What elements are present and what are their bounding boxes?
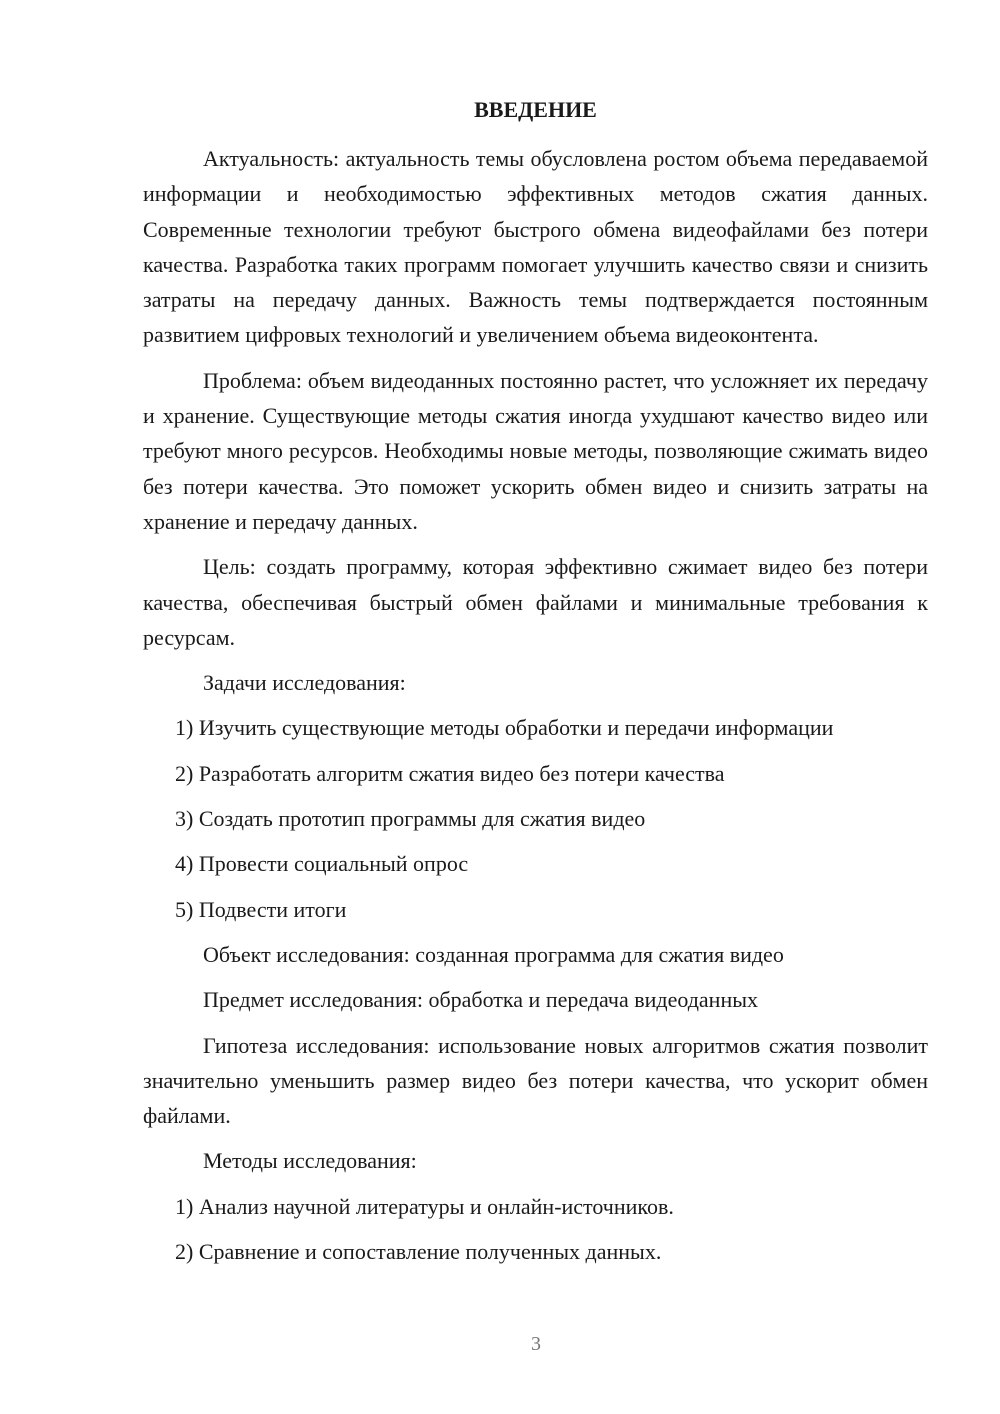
problem-paragraph: Проблема: объем видеоданных постоянно растет, что усложняет их передачу и хранение. Существующие методы сжатия иногда ухудшают качество видео или требуют много ресурсов. Необходимы новые методы, позволяющие сжимать видео без потери качества. Это поможет ускорить обмен видео и снизить затраты на хранение и передачу данных. (143, 367, 928, 534)
methods-heading: Методы исследования: (203, 1148, 417, 1174)
method-item: 2) Сравнение и сопоставление полученных данных. (175, 1239, 662, 1265)
document-page (143, 92, 928, 1279)
section-title: ВВЕДЕНИЕ (474, 97, 597, 122)
task-item: 3) Создать прототип программы для сжатия видео (175, 806, 646, 832)
task-item: 4) Провести социальный опрос (175, 851, 469, 877)
method-item: 1) Анализ научной литературы и онлайн-источников. (175, 1193, 674, 1219)
object-paragraph: Объект исследования: созданная программа для сжатия видео (203, 941, 784, 967)
goal-paragraph: Цель: создать программу, которая эффективно сжимает видео без потери качества, обеспечивая быстрый обмен файлами и минимальные требования к ресурсам. (143, 554, 928, 650)
hypothesis-paragraph: Гипотеза исследования: использование новых алгоритмов сжатия позволит значительно уменьшить размер видео без потери качества, что ускорит обмен файлами. (143, 1032, 928, 1129)
page-number: 3 (531, 1333, 541, 1355)
relevance-paragraph: Актуальность: актуальность темы обусловлена ростом объема передаваемой информации и необходимостью эффективных методов сжатия данных. Современные технологии требуют быстрого обмена видеофайлами без потери качества. Разработка таких программ помогает улучшить качество связи и снизить затраты на передачу данных. Важность темы подтверждается постоянным развитием цифровых технологий и увеличением объема видеоконтента. (143, 146, 928, 348)
tasks-heading: Задачи исследования: (203, 670, 406, 696)
task-item: 1) Изучить существующие методы обработки и передачи информации (175, 715, 834, 741)
task-item: 2) Разработать алгоритм сжатия видео без потери качества (175, 760, 725, 786)
task-item: 5) Подвести итоги (175, 896, 347, 922)
subject-paragraph: Предмет исследования: обработка и передача видеоданных (203, 987, 759, 1013)
